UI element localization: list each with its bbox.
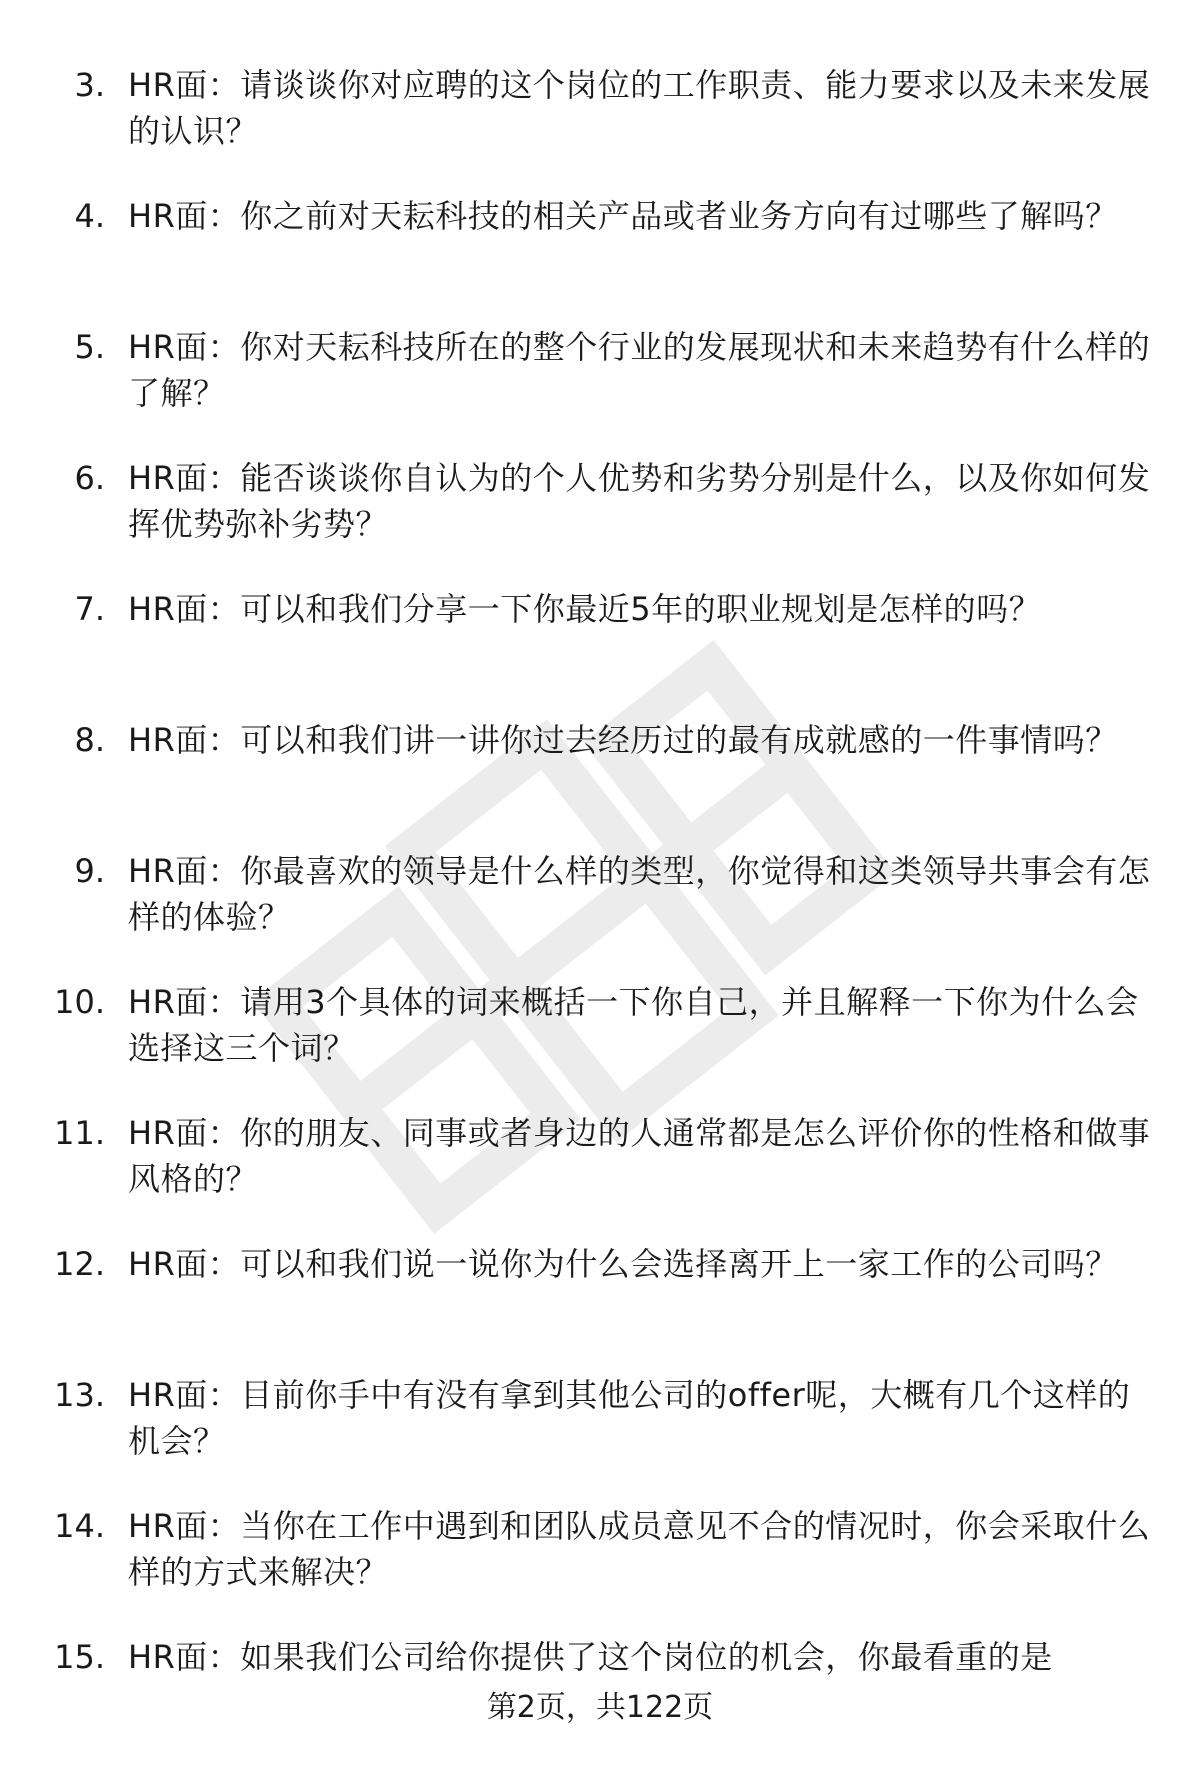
list-item (0, 455, 1200, 565)
item-number: 12. (54, 1245, 105, 1283)
list-item (0, 1372, 1200, 1482)
list-item (0, 1110, 1200, 1220)
item-text: HR面：请谈谈你对应聘的这个岗位的工作职责、能力要求以及未来发展的认识？ (128, 66, 1151, 150)
item-text: HR面：当你在工作中遇到和团队成员意见不合的情况时，你会采取什么样的方式来解决？ (128, 1507, 1151, 1591)
item-number: 3. (74, 66, 105, 104)
item-text: HR面：你的朋友、同事或者身边的人通常都是怎么评价你的性格和做事风格的？ (128, 1114, 1151, 1198)
list-item (0, 717, 1200, 827)
list-item (0, 1241, 1200, 1351)
question-list (0, 62, 1200, 1765)
page-footer: 第2页，共122页 (486, 1690, 714, 1725)
item-number: 4. (74, 197, 105, 235)
item-number: 6. (74, 459, 105, 497)
list-item (0, 979, 1200, 1089)
item-text: HR面：你最喜欢的领导是什么样的类型，你觉得和这类领导共事会有怎样的体验？ (128, 852, 1151, 936)
list-item (0, 1634, 1200, 1680)
item-number: 10. (54, 983, 105, 1021)
item-text: HR面：请用3个具体的词来概括一下你自己，并且解释一下你为什么会选择这三个词？ (128, 983, 1139, 1067)
list-item (0, 848, 1200, 958)
item-text: HR面：能否谈谈你自认为的个人优势和劣势分别是什么，以及你如何发挥优势弥补劣势？ (128, 459, 1151, 543)
item-number: 14. (54, 1507, 105, 1545)
item-number: 11. (54, 1114, 105, 1152)
item-text: HR面：目前你手中有没有拿到其他公司的offer呢，大概有几个这样的机会？ (128, 1376, 1131, 1460)
list-item (0, 193, 1200, 303)
list-item (0, 324, 1200, 434)
item-number: 9. (74, 852, 105, 890)
item-text: HR面：可以和我们讲一讲你过去经历过的最有成就感的一件事情吗？ (128, 721, 1118, 759)
item-text: HR面：可以和我们分享一下你最近5年的职业规划是怎样的吗？ (128, 590, 1042, 628)
item-number: 15. (54, 1638, 105, 1676)
list-item (0, 586, 1200, 632)
item-number: 8. (74, 721, 105, 759)
list-item (0, 62, 1200, 172)
item-text: HR面：如果我们公司给你提供了这个岗位的机会，你最看重的是 (128, 1638, 1053, 1676)
item-text: HR面：你之前对天耘科技的相关产品或者业务方向有过哪些了解吗？ (128, 197, 1118, 235)
list-item (0, 1503, 1200, 1613)
item-text: HR面：可以和我们说一说你为什么会选择离开上一家工作的公司吗？ (128, 1245, 1118, 1283)
item-number: 5. (74, 328, 105, 366)
item-text: HR面：你对天耘科技所在的整个行业的发展现状和未来趋势有什么样的了解？ (128, 328, 1151, 412)
item-number: 7. (74, 590, 105, 628)
item-number: 13. (54, 1376, 105, 1414)
